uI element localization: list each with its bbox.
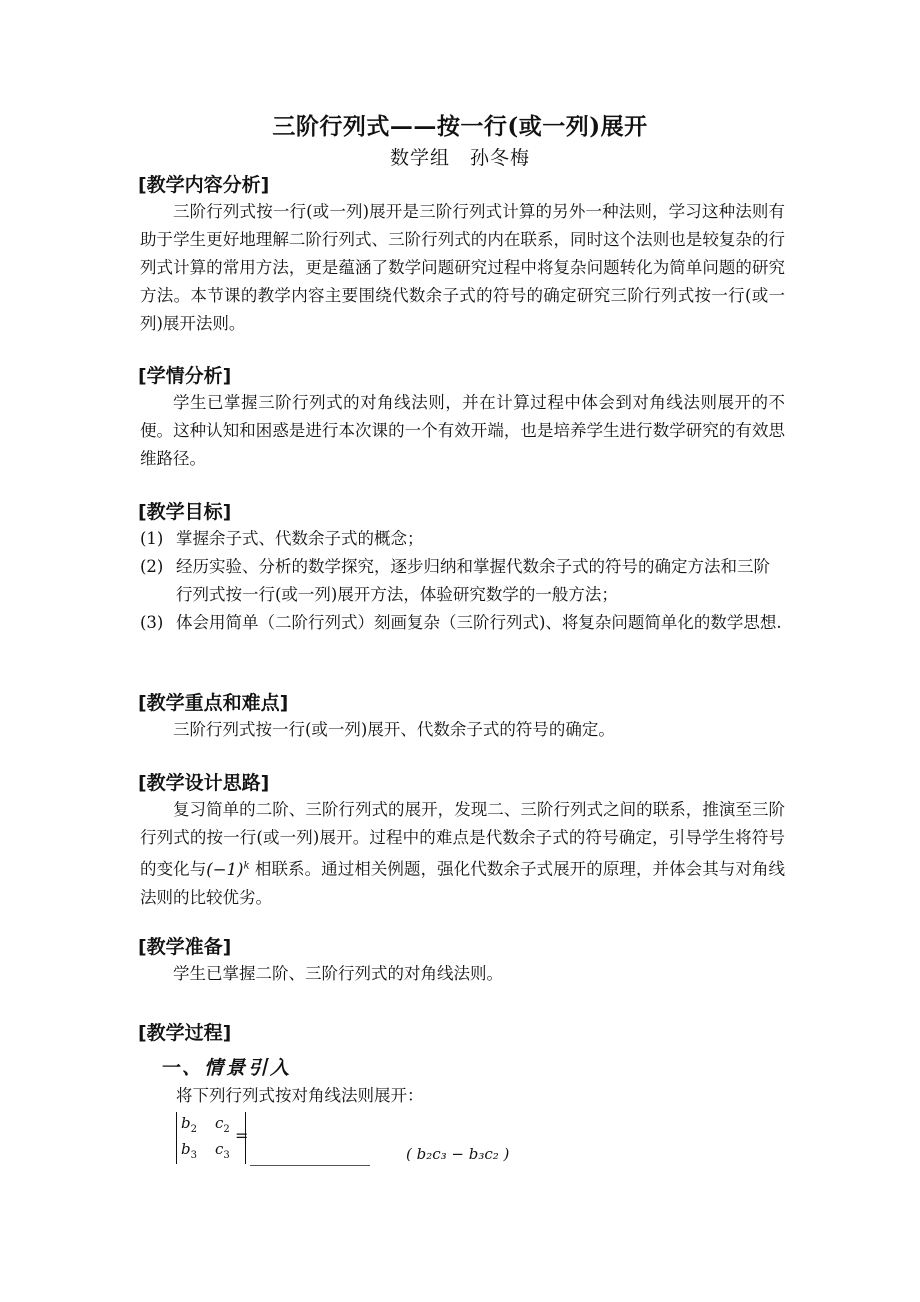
heading-process: [教学过程] (138, 1022, 232, 1044)
det-cell-r2c1: $b_3$ (181, 1140, 197, 1161)
heading-student-analysis: [学情分析] (138, 365, 232, 387)
heading-objectives: [教学目标] (138, 501, 232, 523)
paragraph-key-points: 三阶行列式按一行(或一列)展开、代数余子式的符号的确定。 (173, 720, 615, 739)
heading-preparation: [教学准备] (138, 936, 232, 958)
document-title: 三阶行列式——按一行(或一列)展开 (272, 113, 648, 140)
objective-item-3 (140, 609, 785, 637)
subheading-scenario-intro: 一、情景引入 (160, 1057, 293, 1079)
design-text-after: 相联系。通过相关例题，强化代数余子式展开的原理，并体会其与对角线法则的比较优劣。 (140, 859, 786, 907)
author-line: 数学组 孙冬梅 (389, 147, 530, 169)
equals-sign: = (235, 1126, 249, 1145)
det-cell-r2c2: $c_3$ (215, 1140, 230, 1161)
paragraph-student-analysis: 学生已掌握三阶行列式的对角线法则，并在计算过程中体会到对角线法则展开的不便。这种认知和困惑是进行本次课的一个有效开端，也是培养学生进行数学研究的有效思维路径。 (140, 393, 785, 468)
objective-number: (2) (140, 557, 164, 576)
objective-item-2 (140, 553, 785, 609)
math-exponent: k (243, 860, 250, 871)
process-instruction: 将下列行列式按对角线法则展开： (176, 1086, 424, 1105)
paragraph-preparation: 学生已掌握二阶、三阶行列式的对角线法则。 (173, 964, 503, 983)
heading-content-analysis: [教学内容分析] (138, 174, 270, 196)
paragraph-design (140, 796, 785, 912)
objective-text: 掌握余子式、代数余子式的概念； (176, 529, 424, 548)
math-base: (−1) (206, 859, 244, 879)
math-power-expression (206, 860, 249, 879)
paragraph-content-analysis: 三阶行列式按一行(或一列)展开是三阶行列式计算的另外一种法则，学习这种法则有助于学生更好地理解二阶行列式、三阶行列式的内在联系，同时这个法则也是较复杂的行列式计算的常用方法，更是蕴涵了数学问题研究过程中将复杂问题转化为简单问题的研究方法。本节课的教学内容主要围绕代数余子式的符号的确定研究三阶行列式按一行(或一列)展开法则。 (140, 202, 785, 333)
objective-text: 体会用简单（二阶行列式）刻画复杂（三阶行列式)、将复杂问题简单化的数学思想. (176, 613, 782, 632)
objective-number: (1) (140, 529, 164, 548)
objective-text: 经历实验、分析的数学探究，逐步归纳和掌握代数余子式的符号的确定方法和三阶行列式按一行(或一列)展开方法，体验研究数学的一般方法； (176, 557, 770, 604)
design-text-before: 复习简单的二阶、三阶行列式的展开，发现二、三阶行列式之间的联系，推演至三阶行列式的按一行(或一列)展开。过程中的难点是代数余子式的符号确定，引导学生将符号的变化与 (140, 800, 785, 879)
heading-design: [教学设计思路] (138, 772, 270, 794)
answer-expression: ( b₂c₃ − b₃c₂ ) (406, 1145, 510, 1163)
heading-key-points: [教学重点和难点] (138, 692, 289, 714)
objective-number: (3) (140, 613, 164, 632)
objective-item-1 (140, 525, 785, 553)
det-cell-r1c1: $b_2$ (181, 1114, 197, 1135)
det-cell-r1c2: $c_2$ (215, 1114, 230, 1135)
answer-blank-line (250, 1165, 370, 1166)
